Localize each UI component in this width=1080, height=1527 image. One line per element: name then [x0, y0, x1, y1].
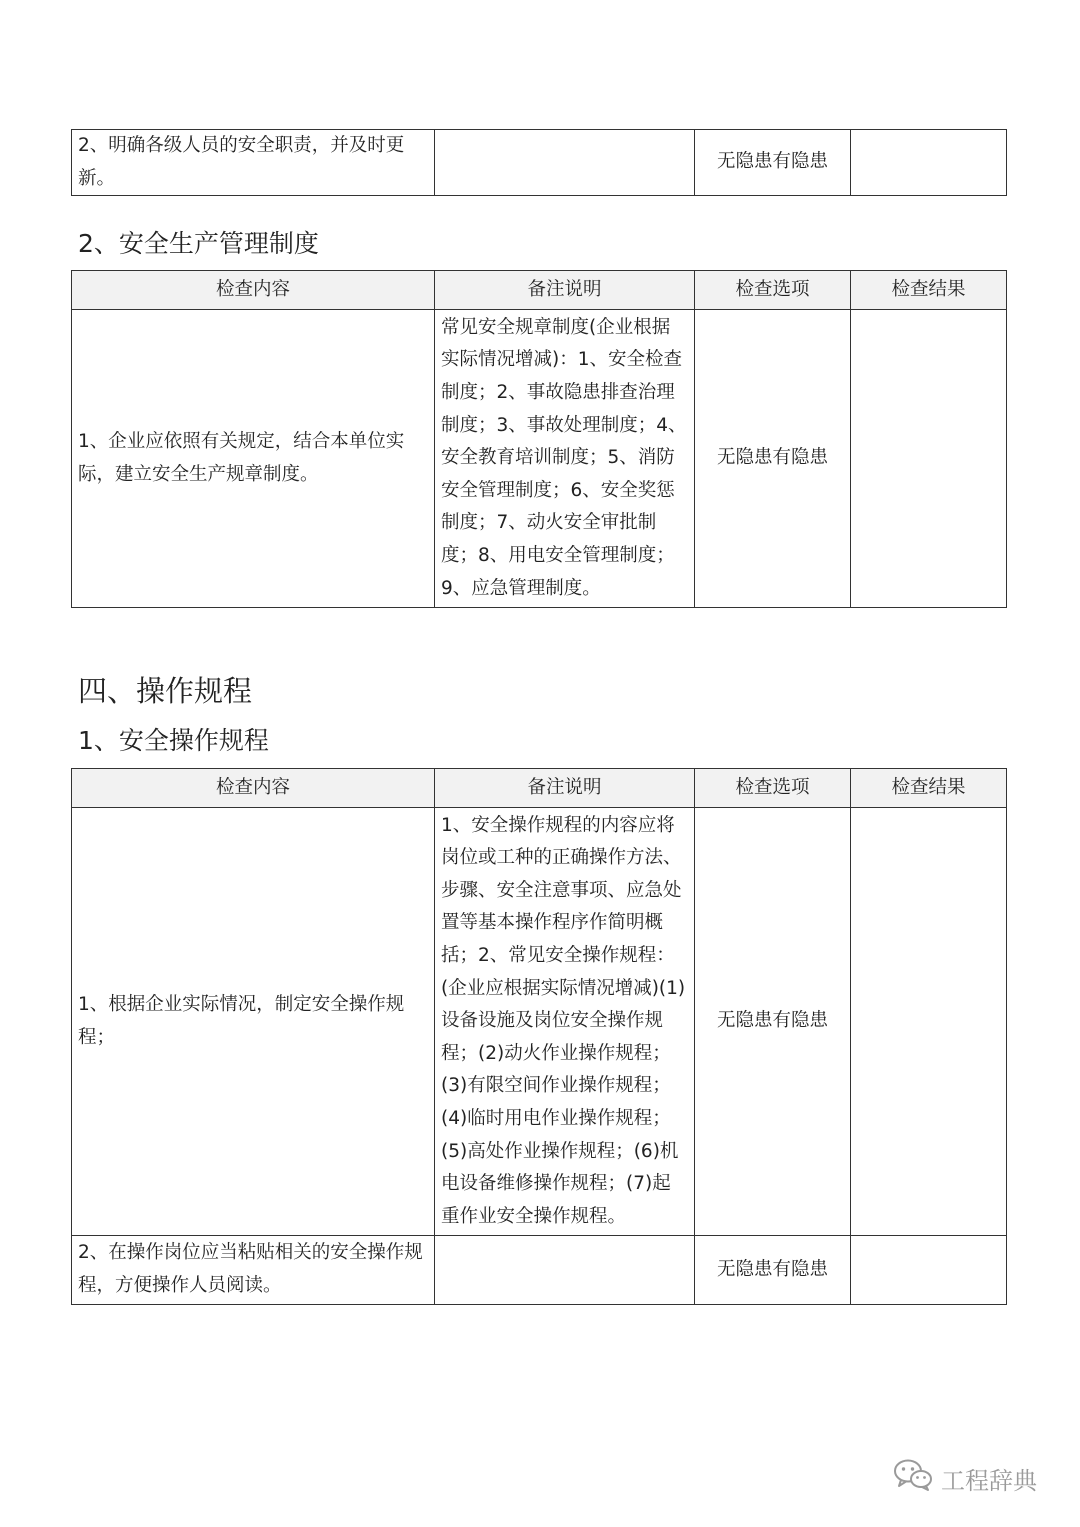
- header-option: 检查选项: [695, 271, 851, 310]
- header-result: 检查结果: [851, 271, 1007, 310]
- header-content: 检查内容: [72, 769, 435, 808]
- header-option: 检查选项: [695, 769, 851, 808]
- chapter-heading-operating-procedures: 四、操作规程: [78, 674, 253, 708]
- header-content: 检查内容: [72, 271, 435, 310]
- note-cell: [435, 1236, 695, 1305]
- note-cell: [435, 130, 695, 196]
- option-cell[interactable]: 无隐患有隐患: [695, 808, 851, 1236]
- note-cell: 1、安全操作规程的内容应将岗位或工种的正确操作方法、步骤、安全注意事项、应急处置等基本操作程序作简明概括；2、常见安全操作规程：(企业应根据实际情况增减)(1)设备设施及岗位安全操作规程；(2)动火作业操作规程；(3)有限空间作业操作规程；(4)临时用电作业操作规程；(5)高处作业操作规程；(6)机电设备维修操作规程；(7)起重作业安全操作规程。: [435, 808, 695, 1236]
- table-row: [72, 310, 1007, 608]
- table-row: [72, 130, 1007, 196]
- table-header-row: [72, 769, 1007, 808]
- option-cell[interactable]: 无隐患有隐患: [695, 130, 851, 196]
- content-cell: 1、企业应依照有关规定，结合本单位实际，建立安全生产规章制度。: [72, 310, 435, 608]
- result-cell[interactable]: [851, 808, 1007, 1236]
- option-cell[interactable]: 无隐患有隐患: [695, 1236, 851, 1305]
- operating-procedures-table: [71, 768, 1007, 1305]
- content-cell: 2、明确各级人员的安全职责，并及时更新。: [72, 130, 435, 196]
- table-row: [72, 1236, 1007, 1305]
- result-cell[interactable]: [851, 130, 1007, 196]
- watermark: [893, 1458, 1037, 1498]
- header-result: 检查结果: [851, 769, 1007, 808]
- content-cell: 2、在操作岗位应当粘贴相关的安全操作规程，方便操作人员阅读。: [72, 1236, 435, 1305]
- watermark-text: 工程辞典: [941, 1466, 1037, 1495]
- section-heading-safety-management: 2、安全生产管理制度: [78, 229, 319, 258]
- top-checklist-table: [71, 129, 1007, 196]
- result-cell[interactable]: [851, 1236, 1007, 1305]
- table-header-row: [72, 271, 1007, 310]
- safety-management-table: [71, 270, 1007, 608]
- table-row: [72, 808, 1007, 1236]
- content-cell: 1、根据企业实际情况，制定安全操作规程；: [72, 808, 435, 1236]
- result-cell[interactable]: [851, 310, 1007, 608]
- section-heading-safety-operating-procedures: 1、安全操作规程: [78, 726, 269, 755]
- header-note: 备注说明: [435, 769, 695, 808]
- header-note: 备注说明: [435, 271, 695, 310]
- wechat-icon: [893, 1458, 933, 1498]
- note-cell: 常见安全规章制度(企业根据实际情况增减)：1、安全检查制度；2、事故隐患排查治理制度；3、事故处理制度；4、安全教育培训制度；5、消防安全管理制度；6、安全奖惩制度；7、动火安全审批制度；8、用电安全管理制度；9、应急管理制度。: [435, 310, 695, 608]
- option-cell[interactable]: 无隐患有隐患: [695, 310, 851, 608]
